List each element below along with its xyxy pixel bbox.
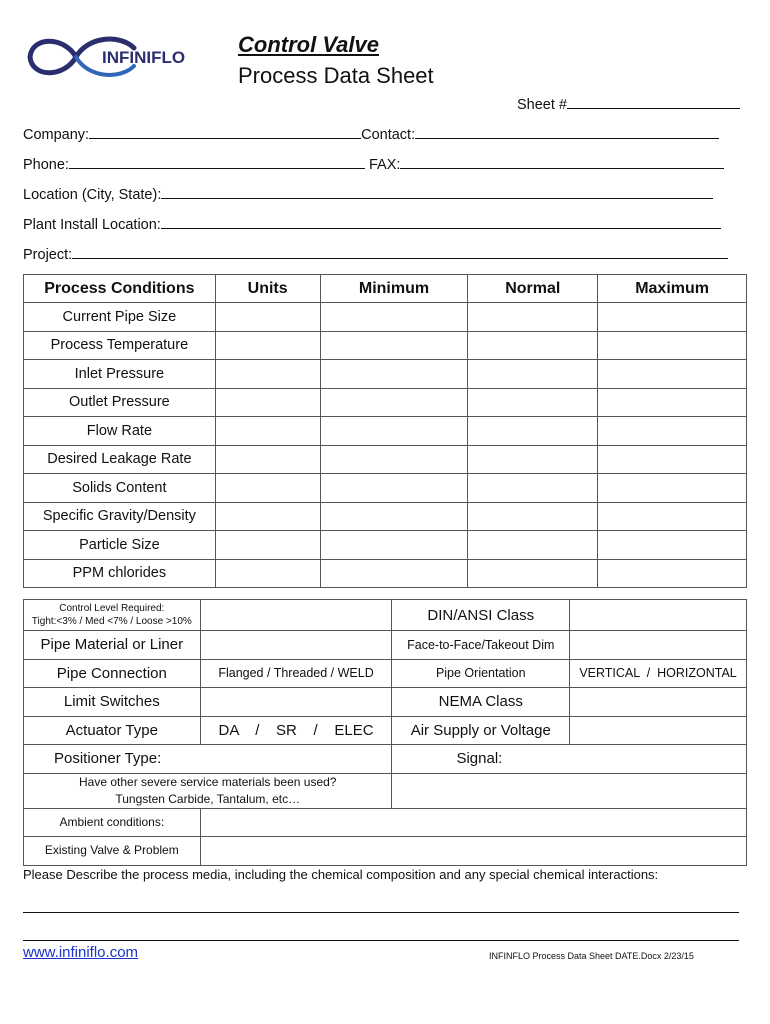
normal-cell[interactable] bbox=[468, 388, 598, 417]
minimum-cell[interactable] bbox=[320, 559, 468, 588]
ambient-conditions-label: Ambient conditions: bbox=[24, 808, 201, 837]
table-row bbox=[24, 559, 747, 588]
maximum-cell[interactable] bbox=[598, 331, 747, 360]
row-label: Flow Rate bbox=[24, 417, 216, 446]
phone-fax-line[interactable] bbox=[23, 154, 724, 173]
location-label: Location (City, State): bbox=[23, 187, 162, 203]
contact-label: Contact: bbox=[361, 127, 416, 143]
limit-switches-label: Limit Switches bbox=[24, 688, 201, 717]
units-cell[interactable] bbox=[215, 388, 320, 417]
air-supply-label: Air Supply or Voltage bbox=[392, 716, 570, 745]
pipe-orientation-label: Pipe Orientation bbox=[392, 659, 570, 688]
row-label: Inlet Pressure bbox=[24, 360, 216, 389]
minimum-cell[interactable] bbox=[320, 360, 468, 389]
website-link[interactable]: www.infiniflo.com bbox=[23, 944, 139, 961]
form-title: Control Valve bbox=[238, 32, 379, 57]
signal-field[interactable]: Signal: bbox=[392, 745, 747, 774]
table-row bbox=[24, 716, 747, 745]
table-row bbox=[24, 659, 747, 688]
normal-cell[interactable] bbox=[468, 331, 598, 360]
units-cell[interactable] bbox=[215, 474, 320, 503]
minimum-cell[interactable] bbox=[320, 417, 468, 446]
fax-label: FAX: bbox=[369, 157, 401, 173]
project-label: Project: bbox=[23, 247, 73, 263]
face-to-face-input[interactable] bbox=[570, 631, 747, 660]
table-row bbox=[24, 600, 747, 631]
normal-cell[interactable] bbox=[468, 559, 598, 588]
units-cell[interactable] bbox=[215, 417, 320, 446]
existing-valve-label: Existing Valve & Problem bbox=[24, 837, 201, 866]
location-line[interactable] bbox=[23, 184, 713, 203]
table-row bbox=[24, 808, 747, 837]
maximum-cell[interactable] bbox=[598, 417, 747, 446]
table-row bbox=[24, 388, 747, 417]
row-label: Process Temperature bbox=[24, 331, 216, 360]
normal-cell[interactable] bbox=[468, 360, 598, 389]
row-label: Current Pipe Size bbox=[24, 303, 216, 332]
normal-cell[interactable] bbox=[468, 531, 598, 560]
table-header-row bbox=[24, 275, 747, 303]
actuator-type-options[interactable]: DA / SR / ELEC bbox=[200, 716, 392, 745]
header-units: Units bbox=[215, 275, 320, 303]
infiniflo-logo bbox=[24, 30, 190, 84]
row-label: PPM chlorides bbox=[24, 559, 216, 588]
table-row bbox=[24, 631, 747, 660]
minimum-cell[interactable] bbox=[320, 388, 468, 417]
normal-cell[interactable] bbox=[468, 502, 598, 531]
maximum-cell[interactable] bbox=[598, 303, 747, 332]
maximum-cell[interactable] bbox=[598, 531, 747, 560]
minimum-cell[interactable] bbox=[320, 531, 468, 560]
pipe-material-input[interactable] bbox=[200, 631, 392, 660]
normal-cell[interactable] bbox=[468, 303, 598, 332]
pipe-connection-label: Pipe Connection bbox=[24, 659, 201, 688]
normal-cell[interactable] bbox=[468, 445, 598, 474]
table-row bbox=[24, 837, 747, 866]
minimum-cell[interactable] bbox=[320, 303, 468, 332]
plant-location-line[interactable] bbox=[23, 214, 721, 233]
maximum-cell[interactable] bbox=[598, 502, 747, 531]
normal-cell[interactable] bbox=[468, 417, 598, 446]
severe-service-label: Have other severe service materials been used? Tungsten Carbide, Tantalum, etc… bbox=[24, 773, 392, 808]
document-id: INFINFLO Process Data Sheet DATE.Docx 2/23/15 bbox=[489, 951, 694, 961]
valve-spec-table bbox=[23, 599, 747, 866]
header-maximum: Maximum bbox=[598, 275, 747, 303]
minimum-cell[interactable] bbox=[320, 445, 468, 474]
form-subtitle: Process Data Sheet bbox=[238, 63, 434, 88]
sheet-number-field[interactable]: Sheet # bbox=[517, 94, 740, 113]
describe-line-2[interactable] bbox=[23, 940, 739, 941]
table-row bbox=[24, 360, 747, 389]
table-row bbox=[24, 331, 747, 360]
control-level-label: Control Level Required: Tight:<3% / Med <7% / Loose >10% bbox=[24, 600, 201, 631]
header-minimum: Minimum bbox=[320, 275, 468, 303]
units-cell[interactable] bbox=[215, 360, 320, 389]
header-normal: Normal bbox=[468, 275, 598, 303]
phone-label: Phone: bbox=[23, 157, 69, 173]
maximum-cell[interactable] bbox=[598, 388, 747, 417]
maximum-cell[interactable] bbox=[598, 559, 747, 588]
units-cell[interactable] bbox=[215, 502, 320, 531]
air-supply-input[interactable] bbox=[570, 716, 747, 745]
describe-line-1[interactable] bbox=[23, 912, 739, 913]
pipe-orientation-options[interactable]: VERTICAL / HORIZONTAL bbox=[570, 659, 747, 688]
nema-class-input[interactable] bbox=[570, 688, 747, 717]
table-row bbox=[24, 445, 747, 474]
project-line[interactable] bbox=[23, 244, 728, 263]
row-label: Particle Size bbox=[24, 531, 216, 560]
plant-location-label: Plant Install Location: bbox=[23, 217, 161, 233]
face-to-face-label: Face-to-Face/Takeout Dim bbox=[392, 631, 570, 660]
table-row bbox=[24, 531, 747, 560]
severe-service-input[interactable] bbox=[392, 773, 747, 808]
maximum-cell[interactable] bbox=[598, 474, 747, 503]
company-label: Company: bbox=[23, 127, 90, 143]
company-contact-line[interactable] bbox=[23, 124, 719, 143]
units-cell[interactable] bbox=[215, 559, 320, 588]
row-label: Specific Gravity/Density bbox=[24, 502, 216, 531]
existing-valve-input[interactable] bbox=[200, 837, 746, 866]
logo-text: INFINIFLO bbox=[102, 48, 186, 67]
actuator-type-label: Actuator Type bbox=[24, 716, 201, 745]
minimum-cell[interactable] bbox=[320, 474, 468, 503]
minimum-cell[interactable] bbox=[320, 331, 468, 360]
ambient-conditions-input[interactable] bbox=[200, 808, 746, 837]
units-cell[interactable] bbox=[215, 303, 320, 332]
maximum-cell[interactable] bbox=[598, 360, 747, 389]
din-ansi-input[interactable] bbox=[570, 600, 747, 631]
positioner-type-field[interactable]: Positioner Type: bbox=[24, 745, 392, 774]
control-level-input[interactable] bbox=[200, 600, 392, 631]
minimum-cell[interactable] bbox=[320, 502, 468, 531]
nema-class-label: NEMA Class bbox=[392, 688, 570, 717]
units-cell[interactable] bbox=[215, 531, 320, 560]
row-label: Desired Leakage Rate bbox=[24, 445, 216, 474]
table-row bbox=[24, 688, 747, 717]
table-row bbox=[24, 303, 747, 332]
units-cell[interactable] bbox=[215, 445, 320, 474]
table-row bbox=[24, 745, 747, 774]
table-row bbox=[24, 474, 747, 503]
pipe-connection-options[interactable]: Flanged / Threaded / WELD bbox=[200, 659, 392, 688]
row-label: Outlet Pressure bbox=[24, 388, 216, 417]
header-process-conditions: Process Conditions bbox=[24, 275, 216, 303]
pipe-material-label: Pipe Material or Liner bbox=[24, 631, 201, 660]
limit-switches-input[interactable] bbox=[200, 688, 392, 717]
row-label: Solids Content bbox=[24, 474, 216, 503]
din-ansi-label: DIN/ANSI Class bbox=[392, 600, 570, 631]
maximum-cell[interactable] bbox=[598, 445, 747, 474]
table-row bbox=[24, 773, 747, 808]
units-cell[interactable] bbox=[215, 331, 320, 360]
process-conditions-table bbox=[23, 274, 747, 588]
table-row bbox=[24, 502, 747, 531]
describe-prompt: Please Describe the process media, including the chemical composition and any special chemical interactions: bbox=[23, 867, 659, 882]
table-row bbox=[24, 417, 747, 446]
normal-cell[interactable] bbox=[468, 474, 598, 503]
